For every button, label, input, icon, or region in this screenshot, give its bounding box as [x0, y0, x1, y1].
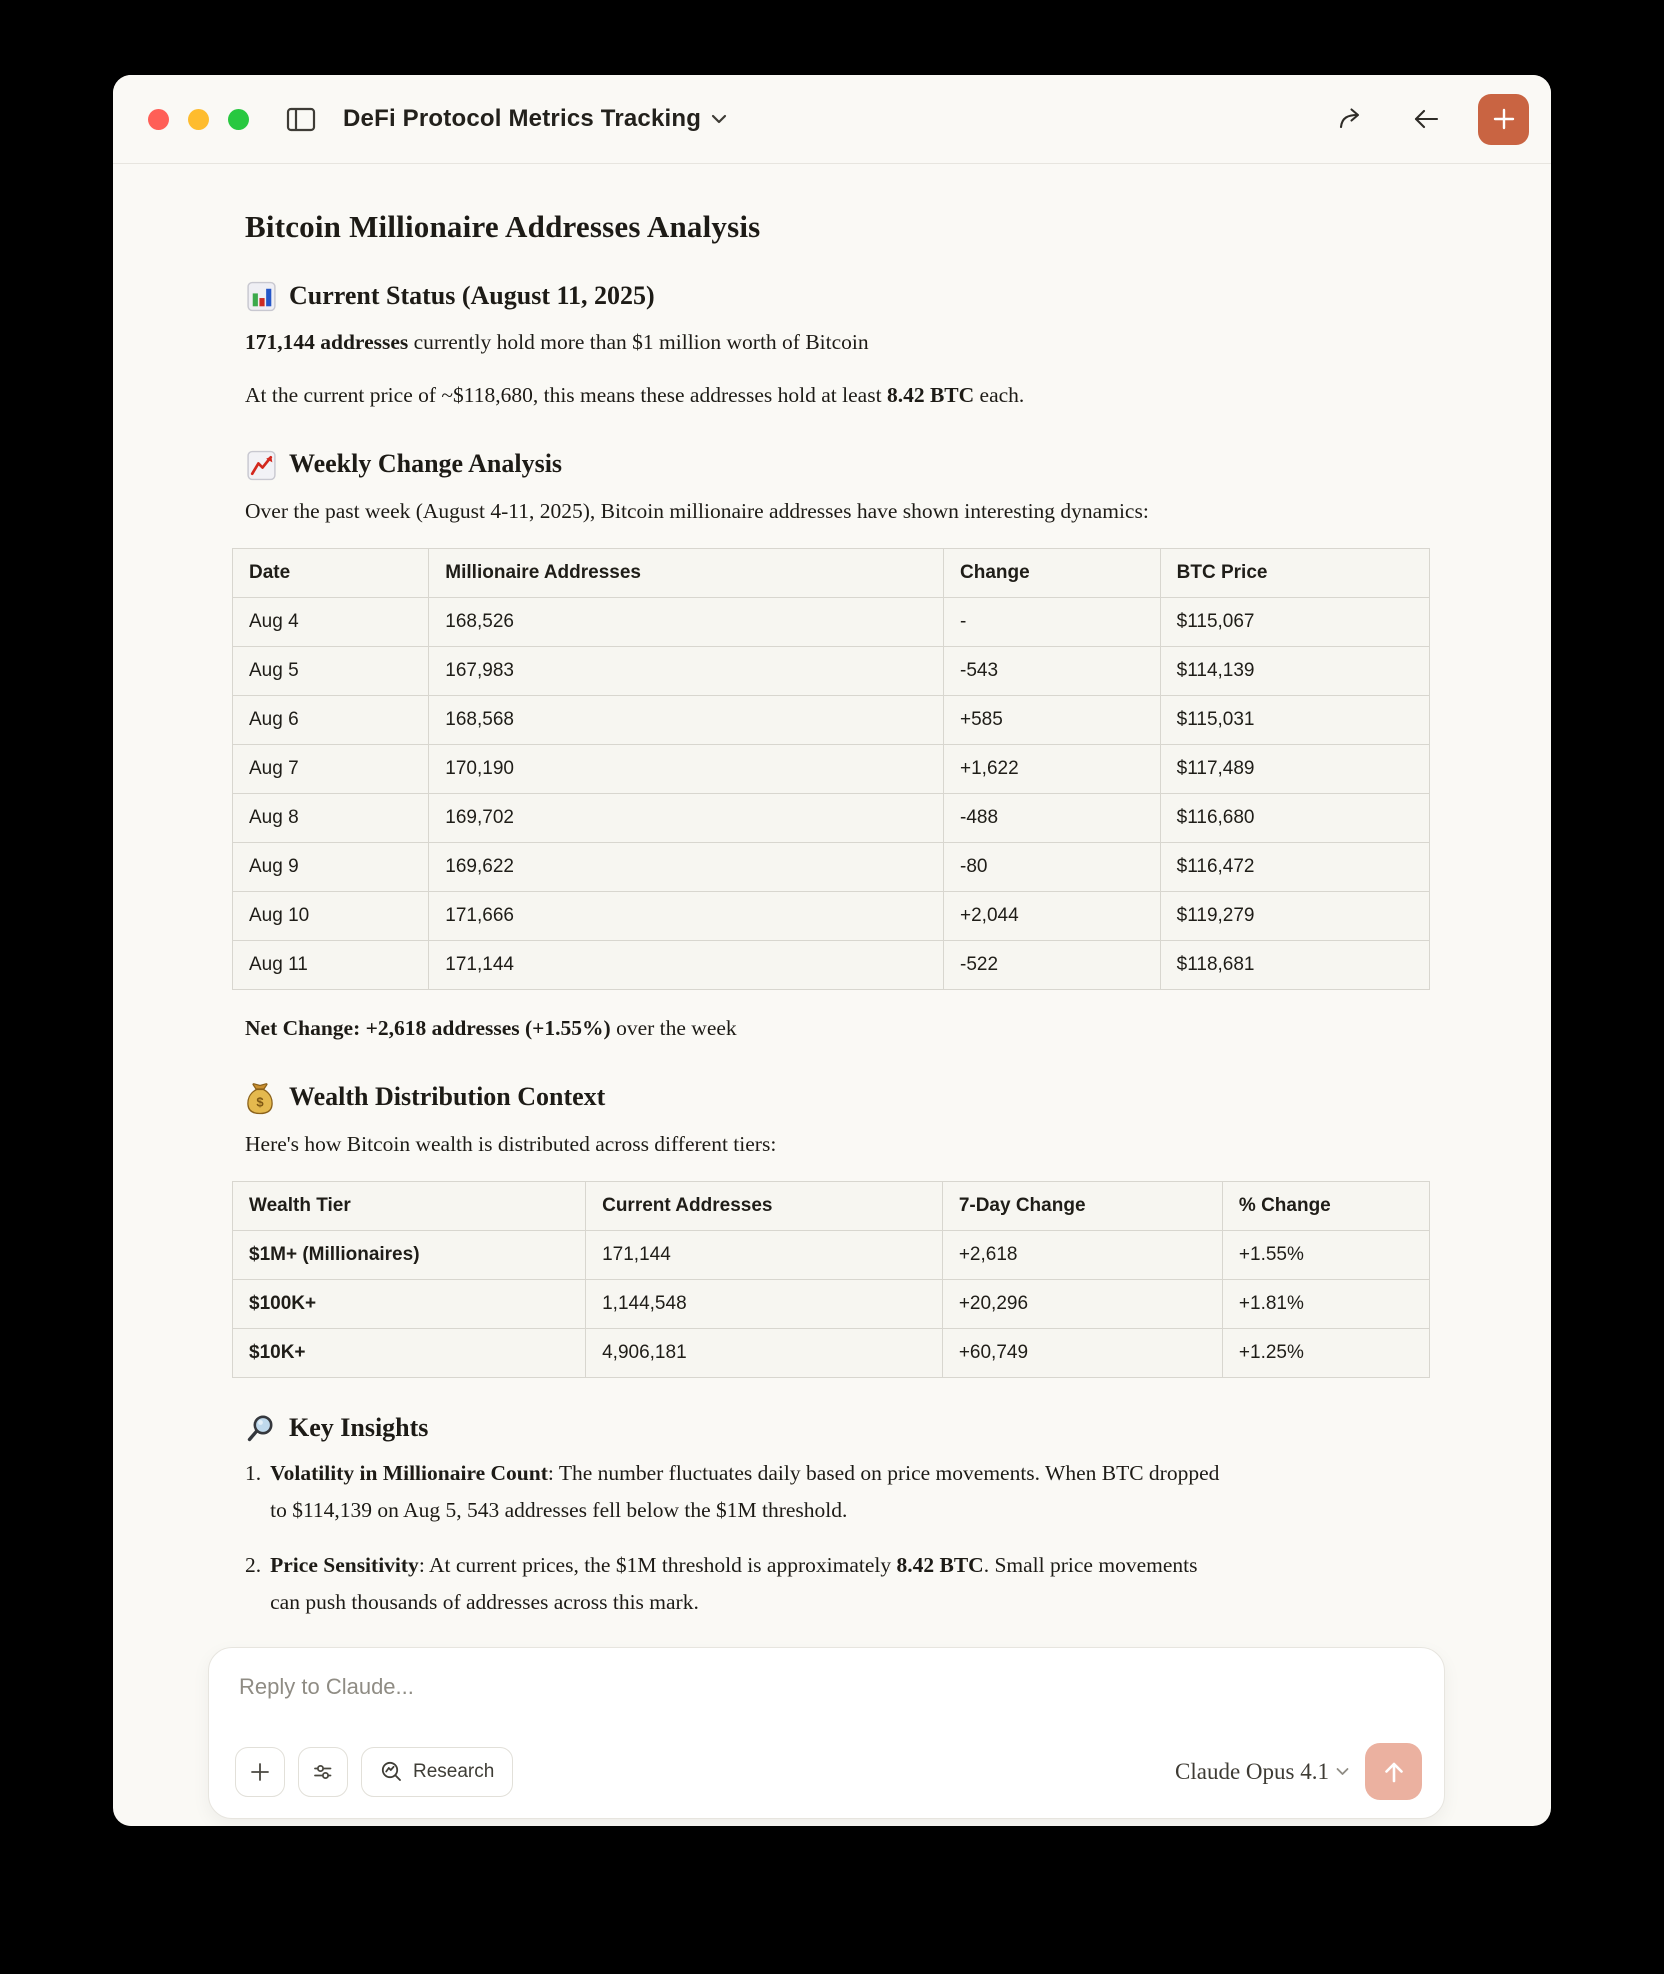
zoom-window-button[interactable] [228, 109, 249, 130]
bold-text-run: Net Change: +2,618 addresses (+1.55%) [245, 1015, 611, 1040]
bold-text-run: 171,144 addresses [245, 330, 409, 354]
column-header: Change [944, 548, 1161, 597]
text-run: : The number fluctuates daily based on price movements. When BTC dropped to $114,139 on Aug 5, 543 addresses fell below the $1M threshold. [270, 1460, 1220, 1522]
send-button[interactable] [1365, 1743, 1422, 1800]
column-header: Current Addresses [586, 1181, 943, 1230]
section-heading-wealth-distribution [245, 1081, 1430, 1114]
table-cell: 168,526 [429, 597, 944, 646]
new-chat-button[interactable] [1478, 94, 1529, 145]
column-header: 7-Day Change [942, 1181, 1222, 1230]
table-cell: Aug 7 [233, 744, 429, 793]
text-run: : At current prices, the $1M threshold is approximately [418, 1552, 897, 1577]
table-cell: +1.25% [1222, 1328, 1429, 1377]
table-cell: +2,618 [942, 1230, 1222, 1279]
section-heading-weekly-change [245, 448, 1430, 481]
research-button[interactable] [361, 1747, 513, 1797]
table-cell: +20,296 [942, 1279, 1222, 1328]
bold-text-run: Price Sensitivity [270, 1552, 419, 1577]
table-cell: 171,144 [586, 1230, 943, 1279]
column-header: % Change [1222, 1181, 1429, 1230]
table-row [233, 695, 1430, 744]
text-run: each. [974, 382, 1025, 407]
table-cell: +2,044 [944, 891, 1161, 940]
text-run: At the current price of ~$118,680, this means these addresses hold at least [245, 382, 887, 407]
table-cell: $1M+ (Millionaires) [233, 1230, 586, 1279]
table-cell: Aug 9 [233, 842, 429, 891]
chart-increasing-emoji-icon [245, 449, 278, 482]
paragraph [245, 324, 1255, 361]
new-chat-plus-icon [1491, 106, 1517, 132]
paragraph [245, 377, 1255, 414]
key-insights-list [245, 1455, 1430, 1621]
table-cell: Aug 11 [233, 940, 429, 989]
magnifying-glass-emoji-icon [245, 1413, 278, 1446]
table-cell: +1.55% [1222, 1230, 1429, 1279]
model-selector-label: Claude Opus 4.1 [1175, 1758, 1329, 1784]
bold-text-run: Volatility in Millionaire Count [270, 1460, 548, 1485]
table-header-row [233, 548, 1430, 597]
traffic-lights [148, 109, 249, 130]
table-cell: 167,983 [429, 646, 944, 695]
table-cell: -522 [944, 940, 1161, 989]
table-cell: $119,279 [1160, 891, 1429, 940]
table-cell: Aug 10 [233, 891, 429, 940]
table-cell: $116,472 [1160, 842, 1429, 891]
paragraph: Here's how Bitcoin wealth is distributed across different tiers: [245, 1131, 777, 1156]
tools-button[interactable] [298, 1747, 348, 1797]
table-cell: 171,144 [429, 940, 944, 989]
section-heading-key-insights [245, 1412, 1430, 1445]
bold-text-run: 8.42 BTC [886, 382, 975, 407]
list-item [245, 1547, 1430, 1621]
model-selector[interactable] [1175, 1759, 1349, 1785]
table-cell: Aug 5 [233, 646, 429, 695]
money-bag-emoji-icon [245, 1082, 278, 1115]
list-item-text [270, 1547, 1220, 1621]
paragraph: Over the past week (August 4-11, 2025), Bitcoin millionaire addresses have shown interesting dynamics: [245, 498, 1149, 523]
table-cell: Aug 8 [233, 793, 429, 842]
sidebar-toggle-icon [286, 107, 316, 132]
section-heading-text: Weekly Change Analysis [289, 449, 563, 479]
table-row [233, 1230, 1430, 1279]
table-cell: +585 [944, 695, 1161, 744]
section-heading-text: Key Insights [289, 1413, 429, 1443]
table-cell: 169,622 [429, 842, 944, 891]
conversation-title: DeFi Protocol Metrics Tracking [343, 105, 702, 132]
attach-button[interactable] [235, 1747, 285, 1797]
composer-toolbar [235, 1743, 1422, 1800]
composer-right [1175, 1743, 1422, 1800]
text-run: . Small price movements can push thousands of addresses across this mark. [270, 1552, 1198, 1614]
table-cell: - [944, 597, 1161, 646]
research-magnifier-icon [380, 1760, 404, 1784]
table-cell: +1.81% [1222, 1279, 1429, 1328]
table-cell: Aug 4 [233, 597, 429, 646]
share-icon [1338, 107, 1366, 131]
reply-input[interactable]: Reply to Claude... [239, 1674, 414, 1699]
share-button[interactable] [1330, 97, 1374, 141]
table-cell: $114,139 [1160, 646, 1429, 695]
close-window-button[interactable] [148, 109, 169, 130]
table-cell: $117,489 [1160, 744, 1429, 793]
claude-app-window [113, 75, 1551, 1826]
table-cell: 4,906,181 [586, 1328, 943, 1377]
back-button[interactable] [1404, 97, 1448, 141]
list-item-number: 1. [245, 1460, 262, 1485]
table-row [233, 1328, 1430, 1377]
table-cell: 168,568 [429, 695, 944, 744]
table-row [233, 891, 1430, 940]
document-content [113, 165, 1551, 1826]
chevron-down-icon [1336, 1767, 1349, 1776]
table-cell: 171,666 [429, 891, 944, 940]
bold-text-run: 8.42 BTC [896, 1552, 984, 1577]
table-row [233, 842, 1430, 891]
conversation-title-menu[interactable] [343, 105, 727, 133]
table-row [233, 744, 1430, 793]
section-heading-text: Wealth Distribution Context [289, 1082, 606, 1112]
chevron-down-icon [711, 114, 727, 124]
column-header: Millionaire Addresses [429, 548, 944, 597]
research-button-label: Research [413, 1760, 495, 1782]
send-up-arrow-icon [1381, 1759, 1407, 1785]
table-cell: 1,144,548 [586, 1279, 943, 1328]
list-item [245, 1455, 1430, 1529]
table-cell: $115,031 [1160, 695, 1429, 744]
column-header: Date [233, 548, 429, 597]
table-cell: 170,190 [429, 744, 944, 793]
text-run: currently hold more than $1 million worth of Bitcoin [408, 330, 869, 354]
section-heading-text: Current Status (August 11, 2025) [289, 280, 655, 310]
bar-chart-emoji-icon [245, 280, 278, 313]
sidebar-toggle-button[interactable] [281, 99, 321, 139]
sliders-icon [312, 1761, 334, 1783]
table-cell: +60,749 [942, 1328, 1222, 1377]
table-cell: $115,067 [1160, 597, 1429, 646]
table-row [233, 646, 1430, 695]
table-row [233, 793, 1430, 842]
plus-icon [249, 1761, 271, 1783]
table-row [233, 1279, 1430, 1328]
table-header-row [233, 1181, 1430, 1230]
svg-text:$: $ [256, 1094, 264, 1110]
net-change-line [245, 1010, 1255, 1047]
reply-composer [208, 1647, 1445, 1819]
back-arrow-icon [1412, 109, 1440, 129]
list-item-text [270, 1455, 1220, 1529]
table-cell: -488 [944, 793, 1161, 842]
table-cell: $116,680 [1160, 793, 1429, 842]
document-title: Bitcoin Millionaire Addresses Analysis [245, 209, 761, 244]
table-row [233, 940, 1430, 989]
column-header: BTC Price [1160, 548, 1429, 597]
titlebar-actions [1330, 94, 1529, 145]
column-header: Wealth Tier [233, 1181, 586, 1230]
table-cell: -543 [944, 646, 1161, 695]
text-run: over the week [610, 1015, 737, 1040]
wealth-distribution-table [232, 1181, 1430, 1378]
section-heading-current-status [245, 279, 1430, 312]
minimize-window-button[interactable] [188, 109, 209, 130]
table-cell: -80 [944, 842, 1161, 891]
table-row [233, 597, 1430, 646]
titlebar [113, 75, 1551, 164]
table-cell: $100K+ [233, 1279, 586, 1328]
table-cell: +1,622 [944, 744, 1161, 793]
table-cell: Aug 6 [233, 695, 429, 744]
table-cell: $118,681 [1160, 940, 1429, 989]
table-cell: $10K+ [233, 1328, 586, 1377]
list-item-number: 2. [245, 1552, 262, 1577]
weekly-change-table [232, 548, 1430, 990]
table-cell: 169,702 [429, 793, 944, 842]
